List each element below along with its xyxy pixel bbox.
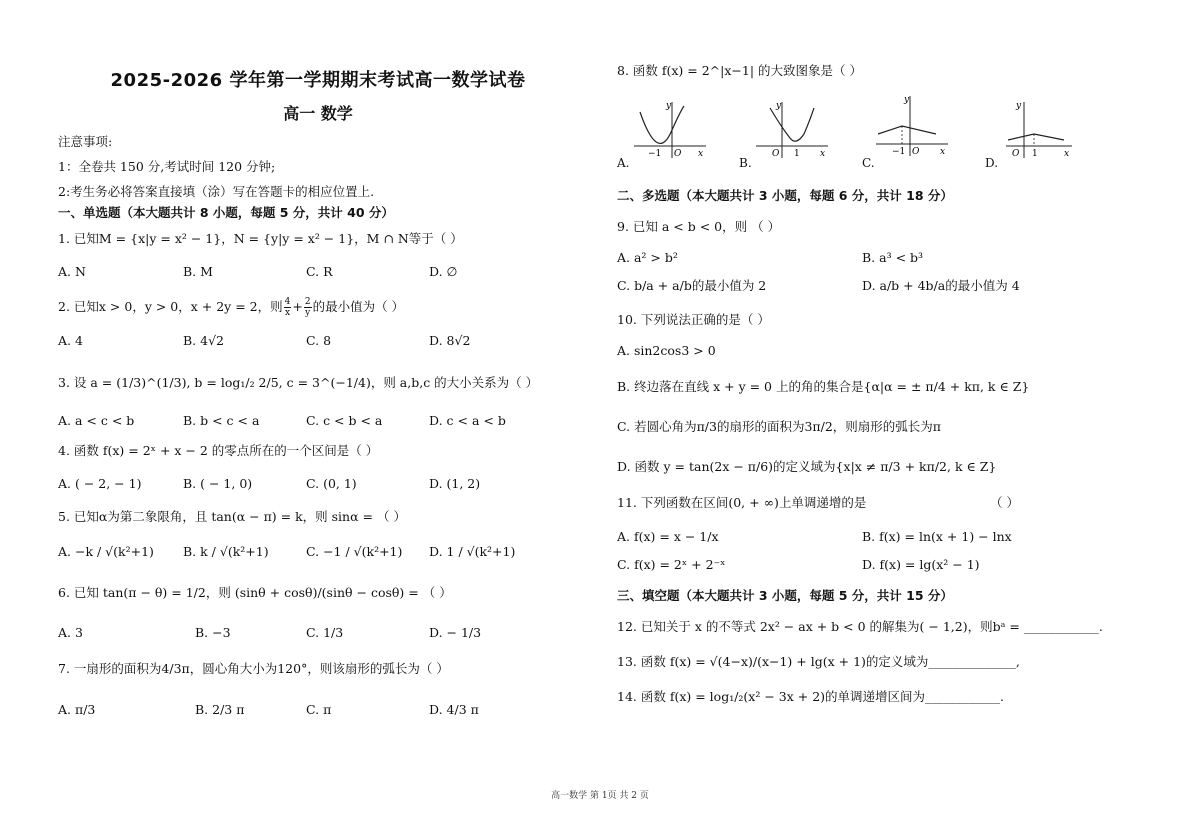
q7-option-b: B. 2/3 π xyxy=(195,702,245,717)
q8-graph-a xyxy=(630,98,710,160)
page-footer: 高一数学 第 1页 共 2 页 xyxy=(551,791,649,801)
svg-text:O: O xyxy=(674,149,682,159)
q3-option-b: B. b < c < a xyxy=(183,413,260,428)
q8-graph-b xyxy=(752,98,832,160)
q1-option-d: D. ∅ xyxy=(429,264,458,279)
section-3-heading: 三、填空题（本大题共计 3 小题，每题 5 分，共计 15 分） xyxy=(617,588,953,603)
exam-subtitle: 高一 数学 xyxy=(283,104,353,123)
svg-text:y: y xyxy=(904,95,910,105)
svg-text:O: O xyxy=(912,147,920,157)
q3-option-a: A. a < c < b xyxy=(58,413,135,428)
q1-option-a: A. N xyxy=(58,264,86,279)
q3-option-c: C. c < b < a xyxy=(306,413,383,428)
q2-stem-pre: 2. 已知x > 0，y > 0，x + 2y = 2，则 xyxy=(58,299,283,314)
q7-option-a: A. π/3 xyxy=(58,702,96,717)
q11-option-b: B. f(x) = ln(x + 1) − lnx xyxy=(862,529,1012,544)
q2-option-a: A. 4 xyxy=(58,333,83,348)
q5-option-b: B. k / √(k²+1) xyxy=(183,544,269,559)
q14-stem: 14. 函数 f(x) = log₁/₂(x² − 3x + 2)的单调递增区间为____________. xyxy=(617,689,1005,704)
q4-option-b: B. ( − 1, 0) xyxy=(183,476,253,491)
q3-stem: 3. 设 a = (1/3)^(1/3), b = log₁/₂ 2/5, c = 3^(−1/4)，则 a,b,c 的大小关系为（ ） xyxy=(58,375,539,390)
q8-stem: 8. 函数 f(x) = 2^|x−1| 的大致图象是（ ） xyxy=(617,63,862,78)
q6-stem: 6. 已知 tan(π − θ) = 1/2，则 (sinθ + cosθ)/(sinθ − cosθ) = （ ） xyxy=(58,585,452,600)
q5-option-d: D. 1 / √(k²+1) xyxy=(429,544,516,559)
q9-option-d: D. a/b + 4b/a的最小值为 4 xyxy=(862,278,1020,293)
svg-text:y: y xyxy=(776,101,782,111)
q11-option-a: A. f(x) = x − 1/x xyxy=(617,529,719,544)
svg-text:y: y xyxy=(666,101,672,111)
q7-stem: 7. 一扇形的面积为4/3π，圆心角大小为120°，则该扇形的弧长为（ ） xyxy=(58,661,449,676)
q8-option-a: A. xyxy=(617,156,630,170)
q1-option-b: B. M xyxy=(183,264,213,279)
q4-stem: 4. 函数 f(x) = 2ˣ + x − 2 的零点所在的一个区间是（ ） xyxy=(58,443,379,458)
q6-option-a: A. 3 xyxy=(58,625,83,640)
svg-text:x: x xyxy=(1064,149,1070,159)
q6-option-d: D. − 1/3 xyxy=(429,625,482,640)
q5-option-c: C. −1 / √(k²+1) xyxy=(306,544,403,559)
q8-option-b: B. xyxy=(739,156,752,170)
svg-text:x: x xyxy=(698,149,704,159)
q11-option-c: C. f(x) = 2ˣ + 2⁻ˣ xyxy=(617,557,726,572)
q6-option-b: B. −3 xyxy=(195,625,231,640)
section-1-heading: 一、单选题（本大题共计 8 小题，每题 5 分，共计 40 分） xyxy=(58,205,394,220)
q8-option-c: C. xyxy=(862,156,875,170)
q2-option-b: B. 4√2 xyxy=(183,333,225,348)
svg-text:O: O xyxy=(1012,149,1020,159)
q10-option-b: B. 终边落在直线 x + y = 0 上的角的集合是{α|α = ± π/4 + kπ, k ∈ Z} xyxy=(617,379,1030,394)
q2-stem-post: 的最小值为（ ） xyxy=(312,299,405,314)
svg-text:1: 1 xyxy=(1032,149,1038,159)
fraction-4-over-x: $\frac{4}{x}$ xyxy=(284,297,291,318)
q3-option-d: D. c < a < b xyxy=(429,413,506,428)
q8-graph-d xyxy=(1002,98,1076,160)
q4-option-c: C. (0, 1) xyxy=(306,476,357,491)
q9-option-a: A. a² > b² xyxy=(617,250,678,265)
q2-option-d: D. 8√2 xyxy=(429,333,471,348)
q5-stem: 5. 已知α为第二象限角，且 tan(α − π) = k，则 sinα = （ ） xyxy=(58,509,406,524)
q7-option-c: C. π xyxy=(306,702,332,717)
q8-graph-c xyxy=(872,92,952,158)
q6-option-c: C. 1/3 xyxy=(306,625,344,640)
note-1: 1：全卷共 150 分,考试时间 120 分钟; xyxy=(58,159,276,174)
q9-option-b: B. a³ < b³ xyxy=(862,250,924,265)
svg-text:x: x xyxy=(820,149,826,159)
q1-stem: 1. 已知M = {x|y = x² − 1}，N = {y|y = x² − 1}，M ∩ N等于（ ） xyxy=(58,231,463,246)
q10-option-d: D. 函数 y = tan(2x − π/6)的定义域为{x|x ≠ π/3 + kπ/2, k ∈ Z} xyxy=(617,459,997,474)
q9-stem: 9. 已知 a < b < 0，则 （ ） xyxy=(617,219,781,234)
q2-option-c: C. 8 xyxy=(306,333,332,348)
q1-option-c: C. R xyxy=(306,264,333,279)
svg-text:−1: −1 xyxy=(648,149,662,159)
svg-text:1: 1 xyxy=(794,149,800,159)
fraction-2-over-y: $\frac{2}{y}$ xyxy=(304,297,311,318)
q11-option-d: D. f(x) = lg(x² − 1) xyxy=(862,557,980,572)
q4-option-a: A. ( − 2, − 1) xyxy=(58,476,142,491)
q13-stem: 13. 函数 f(x) = √(4−x)/(x−1) + lg(x + 1)的定义域为______________, xyxy=(617,654,1020,669)
q10-option-c: C. 若圆心角为π/3的扇形的面积为3π/2，则扇形的弧长为π xyxy=(617,419,941,434)
note-2: 2:考生务必将答案直接填（涂）写在答题卡的相应位置上. xyxy=(58,184,375,199)
section-2-heading: 二、多选题（本大题共计 3 小题，每题 6 分，共计 18 分） xyxy=(617,188,953,203)
notes-heading: 注意事项: xyxy=(58,134,113,149)
q10-option-a: A. sin2cos3 > 0 xyxy=(617,343,716,358)
q11-answer-paren: （ ） xyxy=(990,495,1019,510)
q7-option-d: D. 4/3 π xyxy=(429,702,479,717)
q10-stem: 10. 下列说法正确的是（ ） xyxy=(617,312,770,327)
q12-stem: 12. 已知关于 x 的不等式 2x² − ax + b < 0 的解集为( − 1,2)，则bᵃ = ____________. xyxy=(617,619,1103,634)
q11-stem: 11. 下列函数在区间(0, + ∞)上单调递增的是 xyxy=(617,495,867,510)
q8-option-d: D. xyxy=(985,156,999,170)
svg-text:x: x xyxy=(940,147,946,157)
q5-option-a: A. −k / √(k²+1) xyxy=(58,544,154,559)
exam-title: 2025-2026 学年第一学期期末考试高一数学试卷 xyxy=(110,70,526,91)
q9-option-c: C. b/a + a/b的最小值为 2 xyxy=(617,278,767,293)
svg-text:−1: −1 xyxy=(892,147,906,157)
q4-option-d: D. (1, 2) xyxy=(429,476,481,491)
svg-text:y: y xyxy=(1016,101,1022,111)
q2-stem: 2. 已知x > 0，y > 0，x + 2y = 2，则 $\frac{4}{x}$ + $\frac{2}{y}$ 的最小值为（ ） xyxy=(58,297,405,318)
svg-text:O: O xyxy=(772,149,780,159)
